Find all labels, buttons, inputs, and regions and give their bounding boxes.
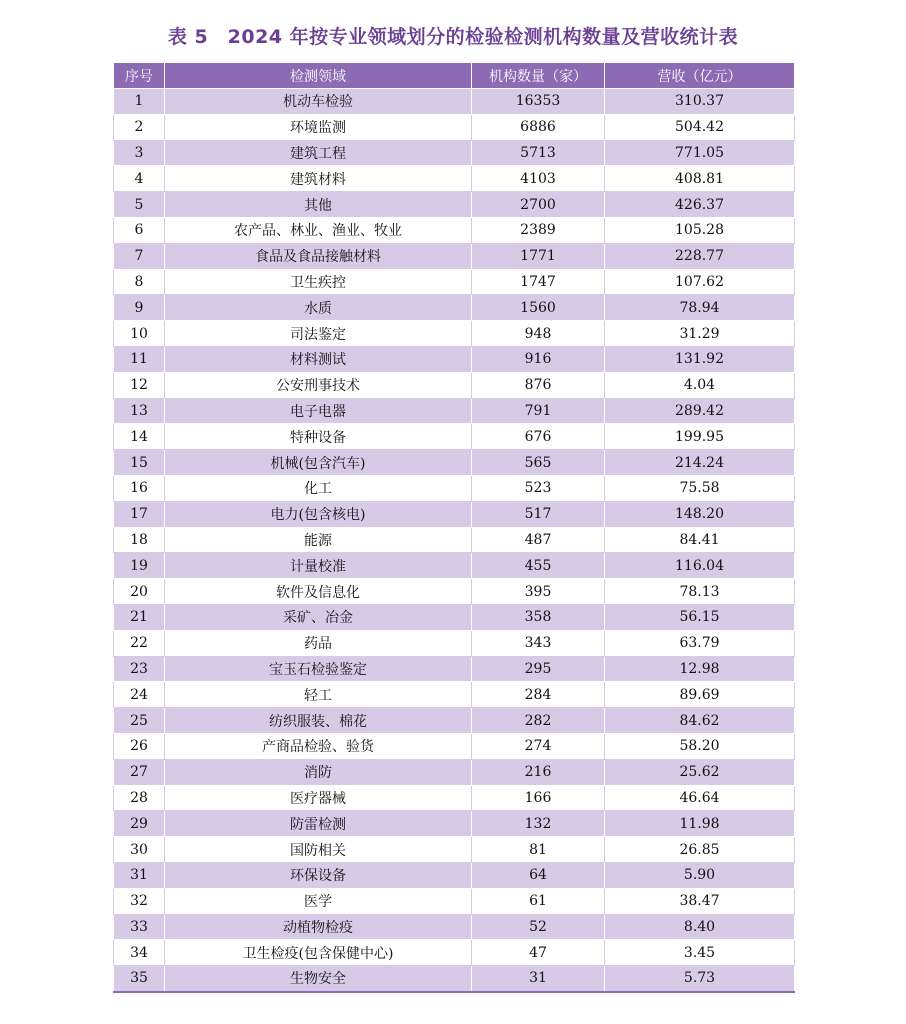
cell-revenue: 25.62 <box>605 759 795 785</box>
cell-revenue: 214.24 <box>605 450 795 476</box>
cell-revenue: 116.04 <box>605 553 795 579</box>
cell-index: 35 <box>114 966 165 992</box>
cell-field: 软件及信息化 <box>165 579 472 605</box>
cell-count: 274 <box>472 733 605 759</box>
cell-index: 3 <box>114 140 165 166</box>
cell-index: 1 <box>114 89 165 115</box>
cell-index: 14 <box>114 424 165 450</box>
cell-count: 1560 <box>472 295 605 321</box>
cell-field: 轻工 <box>165 682 472 708</box>
table-row <box>114 114 795 140</box>
cell-field: 医学 <box>165 888 472 914</box>
cell-field: 材料测试 <box>165 346 472 372</box>
table-row <box>114 450 795 476</box>
cell-count: 523 <box>472 475 605 501</box>
cell-index: 17 <box>114 501 165 527</box>
cell-revenue: 5.73 <box>605 966 795 992</box>
table-row <box>114 295 795 321</box>
cell-index: 12 <box>114 372 165 398</box>
cell-revenue: 199.95 <box>605 424 795 450</box>
cell-revenue: 148.20 <box>605 501 795 527</box>
cell-index: 16 <box>114 475 165 501</box>
cell-field: 电子电器 <box>165 398 472 424</box>
cell-index: 10 <box>114 321 165 347</box>
cell-revenue: 75.58 <box>605 475 795 501</box>
cell-index: 19 <box>114 553 165 579</box>
cell-revenue: 504.42 <box>605 114 795 140</box>
cell-field: 环保设备 <box>165 862 472 888</box>
cell-index: 13 <box>114 398 165 424</box>
cell-revenue: 78.94 <box>605 295 795 321</box>
cell-count: 876 <box>472 372 605 398</box>
table-body <box>114 89 795 992</box>
cell-count: 16353 <box>472 89 605 115</box>
table-row <box>114 346 795 372</box>
cell-field: 水质 <box>165 295 472 321</box>
cell-index: 20 <box>114 579 165 605</box>
column-header-count: 机构数量（家） <box>472 63 605 89</box>
cell-revenue: 426.37 <box>605 192 795 218</box>
cell-field: 卫生疾控 <box>165 269 472 295</box>
cell-field: 建筑材料 <box>165 166 472 192</box>
cell-field: 司法鉴定 <box>165 321 472 347</box>
cell-revenue: 771.05 <box>605 140 795 166</box>
cell-revenue: 8.40 <box>605 914 795 940</box>
table-row <box>114 862 795 888</box>
table-row <box>114 630 795 656</box>
cell-index: 8 <box>114 269 165 295</box>
cell-field: 宝玉石检验鉴定 <box>165 656 472 682</box>
cell-index: 9 <box>114 295 165 321</box>
cell-field: 食品及食品接触材料 <box>165 243 472 269</box>
cell-count: 1747 <box>472 269 605 295</box>
cell-count: 47 <box>472 940 605 966</box>
cell-revenue: 84.62 <box>605 708 795 734</box>
cell-index: 22 <box>114 630 165 656</box>
cell-field: 环境监测 <box>165 114 472 140</box>
cell-field: 防雷检测 <box>165 811 472 837</box>
cell-index: 6 <box>114 217 165 243</box>
cell-revenue: 46.64 <box>605 785 795 811</box>
cell-index: 11 <box>114 346 165 372</box>
cell-index: 27 <box>114 759 165 785</box>
table-row <box>114 733 795 759</box>
cell-count: 81 <box>472 837 605 863</box>
table-row <box>114 888 795 914</box>
cell-count: 284 <box>472 682 605 708</box>
cell-field: 计量校准 <box>165 553 472 579</box>
table-row <box>114 398 795 424</box>
cell-count: 6886 <box>472 114 605 140</box>
cell-index: 18 <box>114 527 165 553</box>
cell-count: 216 <box>472 759 605 785</box>
cell-revenue: 107.62 <box>605 269 795 295</box>
cell-revenue: 11.98 <box>605 811 795 837</box>
cell-count: 52 <box>472 914 605 940</box>
cell-index: 24 <box>114 682 165 708</box>
cell-field: 动植物检疫 <box>165 914 472 940</box>
cell-count: 4103 <box>472 166 605 192</box>
cell-count: 282 <box>472 708 605 734</box>
cell-index: 26 <box>114 733 165 759</box>
cell-count: 64 <box>472 862 605 888</box>
cell-count: 1771 <box>472 243 605 269</box>
cell-field: 能源 <box>165 527 472 553</box>
cell-field: 纺织服装、棉花 <box>165 708 472 734</box>
table-row <box>114 269 795 295</box>
cell-revenue: 408.81 <box>605 166 795 192</box>
table-row <box>114 501 795 527</box>
cell-revenue: 38.47 <box>605 888 795 914</box>
cell-index: 4 <box>114 166 165 192</box>
cell-count: 132 <box>472 811 605 837</box>
cell-field: 生物安全 <box>165 966 472 992</box>
table-row <box>114 372 795 398</box>
cell-field: 国防相关 <box>165 837 472 863</box>
cell-count: 2389 <box>472 217 605 243</box>
table-row <box>114 424 795 450</box>
cell-count: 343 <box>472 630 605 656</box>
cell-field: 消防 <box>165 759 472 785</box>
cell-index: 32 <box>114 888 165 914</box>
cell-field: 其他 <box>165 192 472 218</box>
table-row <box>114 940 795 966</box>
table-row <box>114 811 795 837</box>
cell-count: 61 <box>472 888 605 914</box>
cell-index: 23 <box>114 656 165 682</box>
cell-index: 29 <box>114 811 165 837</box>
cell-revenue: 26.85 <box>605 837 795 863</box>
table-row <box>114 192 795 218</box>
cell-field: 机动车检验 <box>165 89 472 115</box>
cell-revenue: 228.77 <box>605 243 795 269</box>
cell-field: 化工 <box>165 475 472 501</box>
cell-index: 34 <box>114 940 165 966</box>
cell-revenue: 31.29 <box>605 321 795 347</box>
cell-count: 295 <box>472 656 605 682</box>
cell-count: 565 <box>472 450 605 476</box>
table-row <box>114 243 795 269</box>
cell-count: 791 <box>472 398 605 424</box>
cell-field: 产商品检验、验货 <box>165 733 472 759</box>
table-title: 表 5 2024 年按专业领域划分的检验检测机构数量及营收统计表 <box>167 26 739 48</box>
table-row <box>114 656 795 682</box>
cell-revenue: 89.69 <box>605 682 795 708</box>
table-row <box>114 708 795 734</box>
cell-field: 建筑工程 <box>165 140 472 166</box>
cell-count: 166 <box>472 785 605 811</box>
cell-count: 676 <box>472 424 605 450</box>
cell-field: 电力(包含核电) <box>165 501 472 527</box>
cell-count: 31 <box>472 966 605 992</box>
cell-count: 517 <box>472 501 605 527</box>
cell-revenue: 84.41 <box>605 527 795 553</box>
cell-count: 487 <box>472 527 605 553</box>
table-row <box>114 682 795 708</box>
cell-count: 358 <box>472 604 605 630</box>
column-header-index: 序号 <box>114 63 165 89</box>
cell-revenue: 131.92 <box>605 346 795 372</box>
cell-revenue: 5.90 <box>605 862 795 888</box>
cell-count: 455 <box>472 553 605 579</box>
cell-field: 公安刑事技术 <box>165 372 472 398</box>
cell-index: 31 <box>114 862 165 888</box>
table-row <box>114 217 795 243</box>
data-table <box>113 62 795 993</box>
cell-field: 医疗器械 <box>165 785 472 811</box>
cell-revenue: 63.79 <box>605 630 795 656</box>
table-row <box>114 914 795 940</box>
table-row <box>114 604 795 630</box>
table-row <box>114 966 795 992</box>
table-row <box>114 759 795 785</box>
table-row <box>114 837 795 863</box>
cell-field: 药品 <box>165 630 472 656</box>
table-row <box>114 475 795 501</box>
table-row <box>114 527 795 553</box>
cell-index: 7 <box>114 243 165 269</box>
cell-field: 农产品、林业、渔业、牧业 <box>165 217 472 243</box>
table-row <box>114 579 795 605</box>
cell-revenue: 78.13 <box>605 579 795 605</box>
cell-field: 卫生检疫(包含保健中心) <box>165 940 472 966</box>
cell-revenue: 310.37 <box>605 89 795 115</box>
cell-field: 机械(包含汽车) <box>165 450 472 476</box>
table-row <box>114 553 795 579</box>
table-row <box>114 785 795 811</box>
cell-count: 395 <box>472 579 605 605</box>
table-row <box>114 321 795 347</box>
cell-count: 916 <box>472 346 605 372</box>
column-header-field: 检测领域 <box>165 63 472 89</box>
cell-index: 28 <box>114 785 165 811</box>
cell-index: 25 <box>114 708 165 734</box>
cell-revenue: 12.98 <box>605 656 795 682</box>
cell-index: 30 <box>114 837 165 863</box>
cell-revenue: 4.04 <box>605 372 795 398</box>
cell-field: 特种设备 <box>165 424 472 450</box>
cell-revenue: 56.15 <box>605 604 795 630</box>
table-row <box>114 140 795 166</box>
cell-count: 948 <box>472 321 605 347</box>
table-header <box>114 63 795 89</box>
cell-revenue: 289.42 <box>605 398 795 424</box>
cell-index: 5 <box>114 192 165 218</box>
cell-revenue: 58.20 <box>605 733 795 759</box>
cell-field: 采矿、冶金 <box>165 604 472 630</box>
table-row <box>114 166 795 192</box>
cell-count: 2700 <box>472 192 605 218</box>
cell-index: 15 <box>114 450 165 476</box>
cell-index: 2 <box>114 114 165 140</box>
cell-index: 33 <box>114 914 165 940</box>
cell-count: 5713 <box>472 140 605 166</box>
cell-revenue: 105.28 <box>605 217 795 243</box>
cell-index: 21 <box>114 604 165 630</box>
table-row <box>114 89 795 115</box>
cell-revenue: 3.45 <box>605 940 795 966</box>
column-header-revenue: 营收（亿元） <box>605 63 795 89</box>
